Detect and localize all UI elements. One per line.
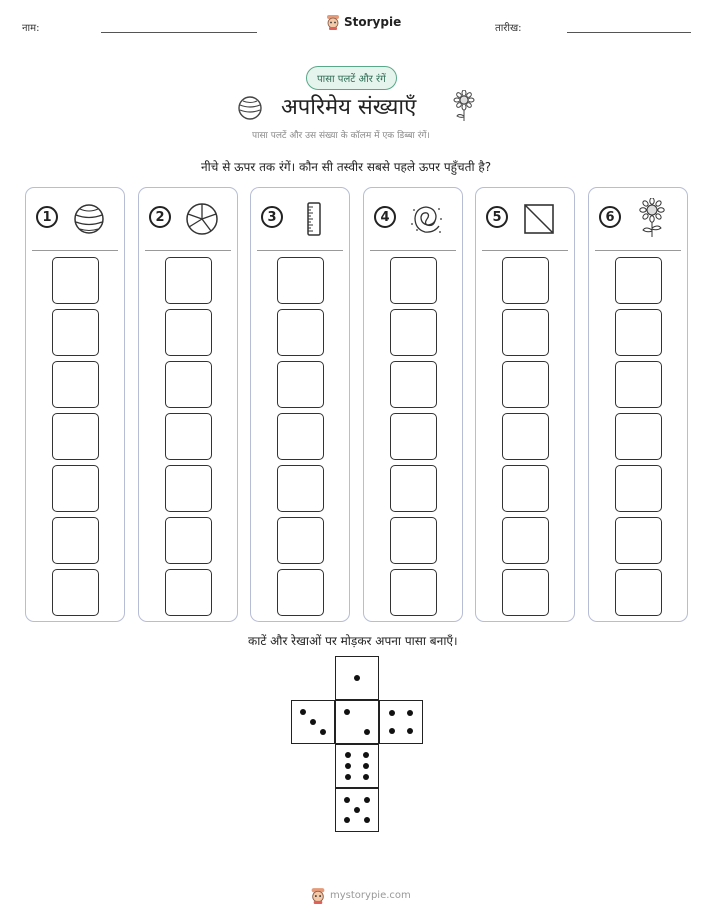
instruction-text: नीचे से ऊपर तक रंगें। कौन सी तस्वीर सबसे पहले ऊपर पहुँचती है? (201, 160, 492, 174)
color-box[interactable] (615, 517, 662, 564)
die-face-bottom (335, 788, 379, 832)
color-box[interactable] (390, 413, 437, 460)
pip (345, 752, 351, 758)
color-box[interactable] (615, 413, 662, 460)
color-box[interactable] (502, 361, 549, 408)
pip (344, 817, 350, 823)
color-box[interactable] (165, 413, 212, 460)
color-box[interactable] (52, 413, 99, 460)
column-4 (363, 187, 463, 622)
pip (354, 675, 360, 681)
column-divider (32, 250, 118, 251)
color-box[interactable] (390, 361, 437, 408)
pip (320, 729, 326, 735)
color-box[interactable] (165, 257, 212, 304)
pip (344, 797, 350, 803)
column-number: 2 (149, 206, 171, 228)
column-number: 6 (599, 206, 621, 228)
pip (345, 774, 351, 780)
pip (407, 710, 413, 716)
color-box[interactable] (390, 569, 437, 616)
color-box[interactable] (277, 361, 324, 408)
color-box[interactable] (277, 465, 324, 512)
color-box[interactable] (502, 465, 549, 512)
pip (300, 709, 306, 715)
column-number: 4 (374, 206, 396, 228)
pip (364, 817, 370, 823)
footer (310, 887, 411, 904)
column-header (589, 188, 687, 250)
die-face-right (379, 700, 423, 744)
column-header (139, 188, 237, 250)
color-box[interactable] (390, 257, 437, 304)
pip (407, 728, 413, 734)
sunflower-icon (635, 198, 669, 238)
ruler-icon (297, 202, 331, 236)
spiral-galaxy-icon (410, 202, 444, 236)
ball-icon (237, 95, 263, 121)
pip (344, 709, 350, 715)
color-box[interactable] (277, 517, 324, 564)
square-diagonal-icon (522, 202, 556, 236)
brand-name: Storypie (344, 15, 402, 29)
column-divider (595, 250, 681, 251)
column-divider (482, 250, 568, 251)
color-box[interactable] (277, 257, 324, 304)
die-net (291, 656, 425, 834)
pip (389, 728, 395, 734)
column-divider (370, 250, 456, 251)
pie-chart-icon (185, 202, 219, 236)
column-header (251, 188, 349, 250)
color-box[interactable] (615, 309, 662, 356)
column-header (26, 188, 124, 250)
color-box[interactable] (502, 517, 549, 564)
subtitle: पासा पलटें और उस संख्या के कॉलम में एक डिब्बा रंगें। (252, 131, 430, 141)
color-box[interactable] (52, 569, 99, 616)
brand-logo (326, 14, 401, 30)
page-title: अपरिमेय संख्याएँ (281, 95, 417, 120)
color-box[interactable] (165, 361, 212, 408)
color-box[interactable] (615, 257, 662, 304)
pip (310, 719, 316, 725)
column-divider (145, 250, 231, 251)
color-box[interactable] (52, 517, 99, 564)
pip (345, 763, 351, 769)
column-number: 1 (36, 206, 58, 228)
column-number: 3 (261, 206, 283, 228)
color-box[interactable] (615, 361, 662, 408)
pip (364, 729, 370, 735)
sunflower-icon (452, 90, 476, 122)
color-box[interactable] (165, 569, 212, 616)
storypie-mascot-icon (326, 14, 340, 30)
color-box[interactable] (165, 465, 212, 512)
column-5 (475, 187, 575, 622)
pip (363, 752, 369, 758)
column-header (364, 188, 462, 250)
color-box[interactable] (277, 309, 324, 356)
die-face-left (291, 700, 335, 744)
pip (363, 774, 369, 780)
color-box[interactable] (615, 465, 662, 512)
color-box[interactable] (390, 309, 437, 356)
color-box[interactable] (277, 413, 324, 460)
color-box[interactable] (502, 569, 549, 616)
column-1 (25, 187, 125, 622)
color-box[interactable] (165, 517, 212, 564)
color-box[interactable] (390, 465, 437, 512)
footer-url[interactable]: mystorypie.com (330, 890, 411, 901)
color-box[interactable] (52, 257, 99, 304)
die-face-lower (335, 744, 379, 788)
storypie-mascot-icon (310, 887, 326, 904)
color-box[interactable] (502, 309, 549, 356)
pip (364, 797, 370, 803)
die-face-center (335, 700, 379, 744)
color-box[interactable] (165, 309, 212, 356)
column-header (476, 188, 574, 250)
color-box[interactable] (52, 309, 99, 356)
color-box[interactable] (52, 465, 99, 512)
die-face-top (335, 656, 379, 700)
column-2 (138, 187, 238, 622)
color-box[interactable] (502, 257, 549, 304)
die-instruction: काटें और रेखाओं पर मोड़कर अपना पासा बनाएँ। (248, 634, 458, 648)
name-label: नाम: (22, 23, 40, 34)
pip (363, 763, 369, 769)
pip (389, 710, 395, 716)
name-field[interactable] (101, 32, 257, 33)
pip (354, 807, 360, 813)
ball-icon (72, 202, 106, 236)
date-field[interactable] (567, 32, 691, 33)
activity-badge: पासा पलटें और रंगें (306, 66, 397, 90)
color-box[interactable] (502, 413, 549, 460)
column-number: 5 (486, 206, 508, 228)
column-3 (250, 187, 350, 622)
color-box[interactable] (615, 569, 662, 616)
column-divider (257, 250, 343, 251)
date-label: तारीख: (495, 23, 522, 34)
color-box[interactable] (52, 361, 99, 408)
color-box[interactable] (390, 517, 437, 564)
column-6 (588, 187, 688, 622)
color-box[interactable] (277, 569, 324, 616)
